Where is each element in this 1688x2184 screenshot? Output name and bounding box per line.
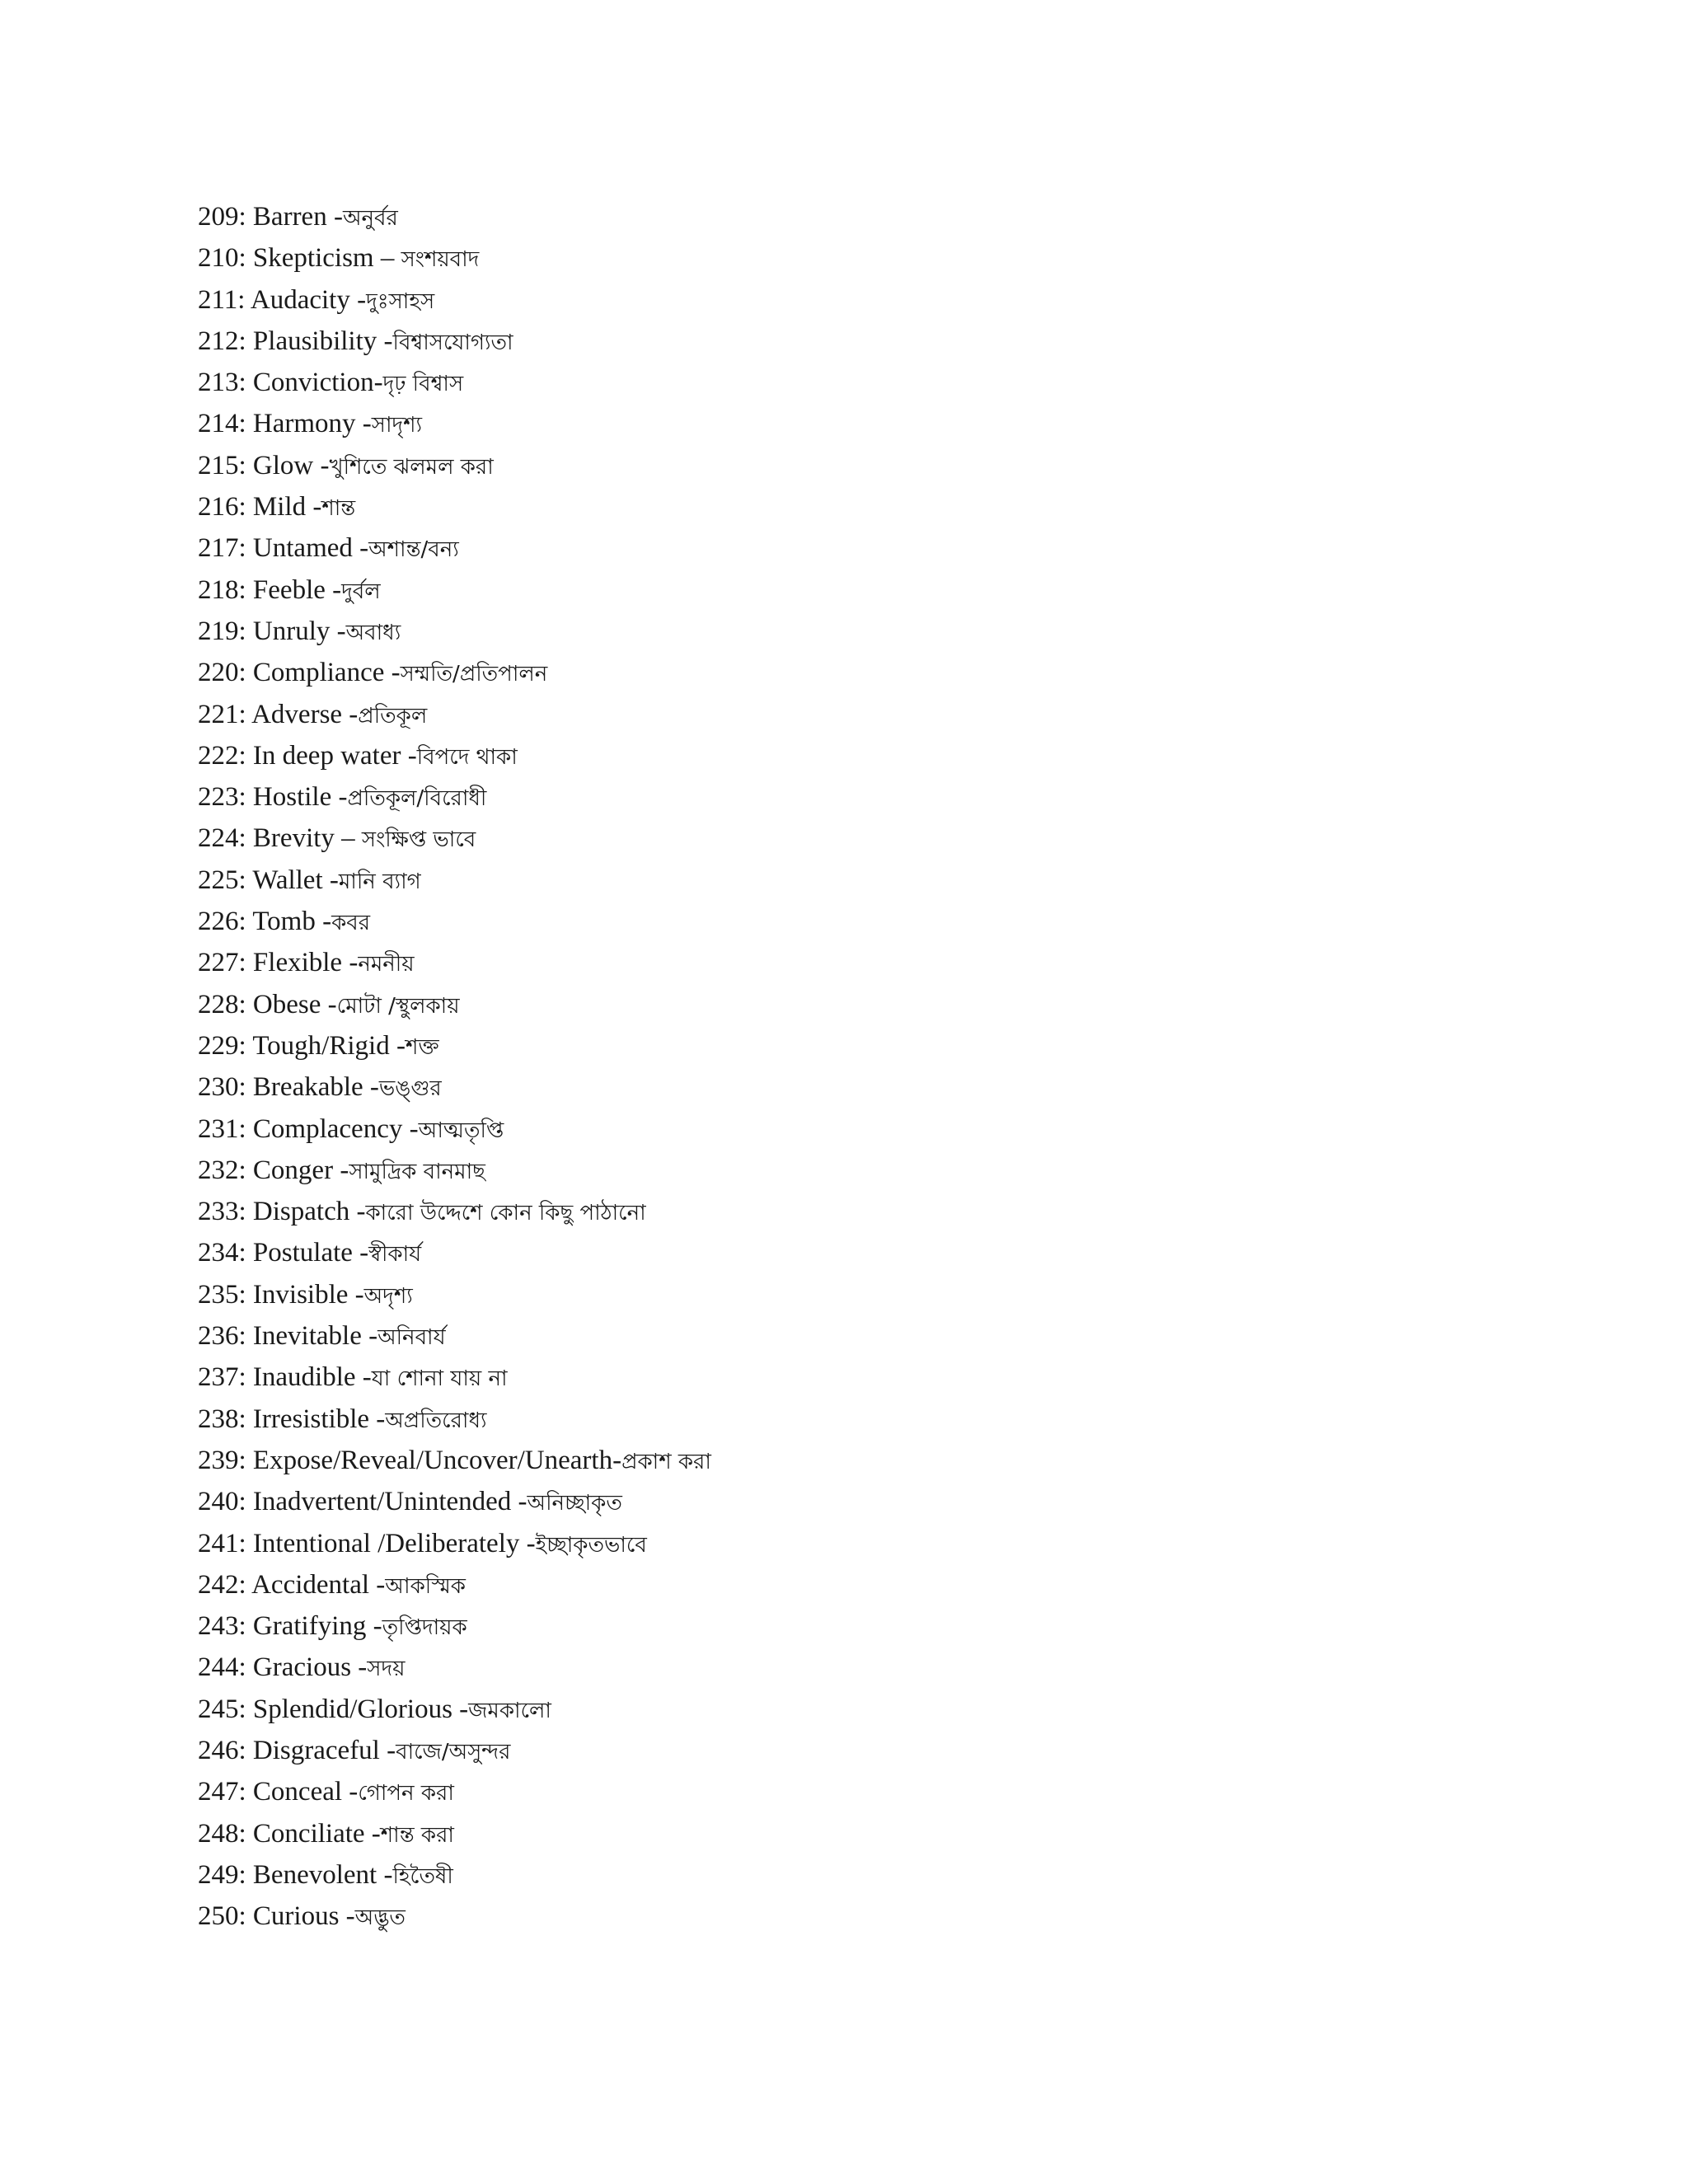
vocabulary-entry <box>198 984 711 1025</box>
bengali-meaning: অনিচ্ছাকৃত <box>527 1491 622 1516</box>
english-term: 236: Inevitable - <box>198 1321 378 1352</box>
vocabulary-entry <box>198 901 711 942</box>
bengali-meaning: দৃঢ় বিশ্বাস <box>382 372 464 397</box>
bengali-meaning: জমকালো <box>468 1698 551 1723</box>
bengali-meaning: শান্ত করা <box>380 1822 454 1848</box>
bengali-meaning: অদ্ভুত <box>354 1905 406 1931</box>
vocabulary-entry <box>198 362 711 403</box>
bengali-meaning: খুশিতে ঝলমল করা <box>329 454 494 480</box>
vocabulary-entry <box>198 1108 711 1150</box>
english-term: 215: Glow - <box>198 450 330 480</box>
bengali-meaning: ইচ্ছাকৃতভাবে <box>535 1532 647 1558</box>
bengali-meaning: গোপন করা <box>358 1781 454 1807</box>
bengali-meaning: প্রতিকূল <box>358 703 428 729</box>
vocabulary-entry <box>198 196 711 237</box>
english-term: 220: Compliance - <box>198 658 401 688</box>
english-term: 216: Mild - <box>198 492 322 523</box>
bengali-meaning: কারো উদ্দেশে কোন কিছু পাঠানো <box>365 1201 646 1226</box>
bengali-meaning: শক্ত <box>405 1034 439 1060</box>
bengali-meaning: সম্মতি/প্রতিপালন <box>400 662 548 687</box>
vocabulary-entry <box>198 1274 711 1315</box>
english-term: 239: Expose/Reveal/Uncover/Unearth- <box>198 1445 622 1475</box>
english-term: 218: Feeble - <box>198 574 342 605</box>
english-term: 213: Conviction- <box>198 368 383 398</box>
english-term: 217: Untamed - <box>198 533 369 564</box>
english-term: 228: Obese - <box>198 989 337 1019</box>
bengali-meaning: তৃপ্তিদায়ক <box>382 1615 467 1641</box>
vocabulary-entry <box>198 1232 711 1273</box>
bengali-meaning: দুর্বল <box>341 579 381 604</box>
english-term: 210: Skepticism – <box>198 243 401 274</box>
vocabulary-entry <box>198 1066 711 1108</box>
vocabulary-entry <box>198 1399 711 1440</box>
vocabulary-entry <box>198 569 711 611</box>
english-term: 247: Conceal - <box>198 1777 359 1807</box>
vocabulary-entry <box>198 1523 711 1564</box>
english-term: 237: Inaudible - <box>198 1362 372 1393</box>
bengali-meaning: অনিবার্য <box>377 1325 446 1351</box>
vocabulary-entry <box>198 1191 711 1232</box>
vocabulary-entry <box>198 1150 711 1191</box>
english-term: 226: Tomb - <box>198 907 332 937</box>
english-term: 221: Adverse - <box>198 699 359 729</box>
english-term: 244: Gracious - <box>198 1652 368 1683</box>
bengali-meaning: স্বীকার্য <box>368 1242 422 1268</box>
bengali-meaning: নমনীয় <box>358 952 415 977</box>
bengali-meaning: সংক্ষিপ্ত ভাবে <box>361 827 476 853</box>
vocabulary-entry <box>198 942 711 983</box>
english-term: 234: Postulate - <box>198 1238 369 1268</box>
english-term: 242: Accidental - <box>198 1569 386 1600</box>
english-term: 227: Flexible - <box>198 948 359 978</box>
bengali-meaning: প্রকাশ করা <box>621 1449 711 1474</box>
bengali-meaning: বিশ্বাসযোগ্যতা <box>392 330 513 355</box>
vocabulary-entry <box>198 527 711 569</box>
vocabulary-entry <box>198 1813 711 1854</box>
vocabulary-entry <box>198 1605 711 1647</box>
vocabulary-entry <box>198 1771 711 1812</box>
vocabulary-entry <box>198 1564 711 1605</box>
bengali-meaning: প্রতিকূল/বিরোধী <box>347 786 487 812</box>
english-term: 233: Dispatch - <box>198 1197 366 1227</box>
english-term: 211: Audacity - <box>198 284 367 315</box>
bengali-meaning: যা শোনা যায় না <box>371 1366 508 1392</box>
english-term: 240: Inadvertent/Unintended - <box>198 1487 528 1517</box>
vocabulary-entry <box>198 776 711 818</box>
english-term: 250: Curious - <box>198 1901 355 1932</box>
english-term: 248: Conciliate - <box>198 1818 381 1849</box>
bengali-meaning: শান্ত <box>321 496 356 522</box>
english-term: 229: Tough/Rigid - <box>198 1030 406 1061</box>
english-term: 224: Brevity – <box>198 823 362 854</box>
bengali-meaning: অনুর্বর <box>342 206 398 231</box>
english-term: 232: Conger - <box>198 1155 349 1185</box>
bengali-meaning: অপ্রতিরোধ্য <box>385 1408 487 1433</box>
vocabulary-entry <box>198 611 711 652</box>
bengali-meaning: বাজে/অসুন্দর <box>396 1739 511 1765</box>
bengali-meaning: সামুদ্রিক বানমাছ <box>349 1159 485 1184</box>
english-term: 222: In deep water - <box>198 740 417 771</box>
vocabulary-entry <box>198 237 711 279</box>
vocabulary-entry <box>198 860 711 901</box>
english-term: 209: Barren - <box>198 202 343 232</box>
english-term: 245: Splendid/Glorious - <box>198 1694 469 1724</box>
vocabulary-list <box>198 196 711 1937</box>
vocabulary-entry <box>198 1025 711 1066</box>
bengali-meaning: মানি ব্যাগ <box>338 869 421 894</box>
english-term: 249: Benevolent - <box>198 1859 393 1890</box>
vocabulary-entry <box>198 652 711 693</box>
vocabulary-entry <box>198 1315 711 1357</box>
vocabulary-entry <box>198 1854 711 1896</box>
bengali-meaning: সংশয়বাদ <box>401 247 480 273</box>
english-term: 212: Plausibility - <box>198 326 393 356</box>
vocabulary-entry <box>198 445 711 486</box>
bengali-meaning: হিতৈষী <box>392 1863 453 1889</box>
vocabulary-entry <box>198 403 711 444</box>
bengali-meaning: অশান্ত/বন্য <box>368 537 459 563</box>
vocabulary-entry <box>198 694 711 735</box>
vocabulary-entry <box>198 1689 711 1730</box>
english-term: 238: Irresistible - <box>198 1404 386 1434</box>
bengali-meaning: দুঃসাহস <box>366 288 435 314</box>
vocabulary-entry <box>198 279 711 321</box>
bengali-meaning: মোটা /স্থুলকায় <box>336 993 460 1019</box>
english-term: 231: Complacency - <box>198 1113 419 1144</box>
english-term: 246: Disgraceful - <box>198 1735 396 1765</box>
bengali-meaning: বিপদে থাকা <box>416 744 518 770</box>
bengali-meaning: অদৃশ্য <box>363 1283 413 1309</box>
bengali-meaning: কবর <box>331 911 371 936</box>
vocabulary-entry <box>198 735 711 776</box>
vocabulary-entry <box>198 1357 711 1398</box>
vocabulary-entry <box>198 1481 711 1522</box>
bengali-meaning: ভঙ্গুর <box>378 1076 442 1102</box>
vocabulary-entry <box>198 321 711 362</box>
vocabulary-entry <box>198 1647 711 1688</box>
vocabulary-entry <box>198 1730 711 1771</box>
bengali-meaning: অবাধ্য <box>345 620 401 645</box>
english-term: 225: Wallet - <box>198 865 339 895</box>
english-term: 241: Intentional /Deliberately - <box>198 1528 536 1558</box>
english-term: 219: Unruly - <box>198 616 346 646</box>
english-term: 243: Gratifying - <box>198 1611 382 1642</box>
vocabulary-entry <box>198 486 711 527</box>
bengali-meaning: আত্মতৃপ্তি <box>418 1118 504 1143</box>
bengali-meaning: আকস্মিক <box>385 1573 466 1599</box>
bengali-meaning: সাদৃশ্য <box>371 413 423 438</box>
english-term: 235: Invisible - <box>198 1279 364 1310</box>
english-term: 214: Harmony - <box>198 409 372 439</box>
vocabulary-entry <box>198 1440 711 1481</box>
english-term: 230: Breakable - <box>198 1072 379 1103</box>
english-term: 223: Hostile - <box>198 782 348 813</box>
vocabulary-entry <box>198 1896 711 1937</box>
bengali-meaning: সদয় <box>367 1657 406 1682</box>
vocabulary-entry <box>198 818 711 859</box>
